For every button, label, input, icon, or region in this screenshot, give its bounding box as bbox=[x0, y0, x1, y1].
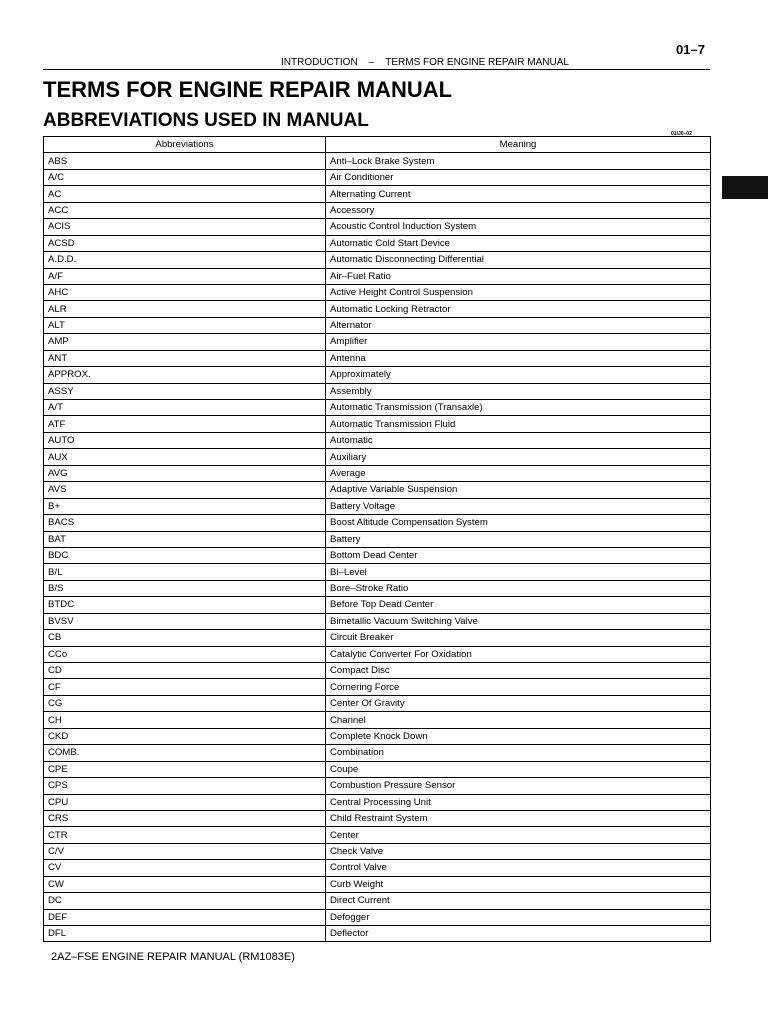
meaning-cell: Center bbox=[326, 827, 711, 843]
table-row bbox=[44, 449, 711, 465]
table-row bbox=[44, 630, 711, 646]
meaning-cell: Alternator bbox=[326, 317, 711, 333]
meaning-cell: Combination bbox=[326, 745, 711, 761]
table-row bbox=[44, 432, 711, 448]
abbreviation-cell: ABS bbox=[44, 153, 326, 169]
meaning-cell: Automatic bbox=[326, 432, 711, 448]
meaning-cell: Central Processing Unit bbox=[326, 794, 711, 810]
section-tab-marker bbox=[722, 176, 768, 199]
abbreviation-cell: C/V bbox=[44, 843, 326, 859]
table-row bbox=[44, 153, 711, 169]
table-row bbox=[44, 202, 711, 218]
meaning-cell: Antenna bbox=[326, 350, 711, 366]
abbreviation-cell: ACSD bbox=[44, 235, 326, 251]
abbreviation-cell: AC bbox=[44, 186, 326, 202]
meaning-cell: Complete Knock Down bbox=[326, 728, 711, 744]
table-row bbox=[44, 810, 711, 826]
abbreviation-cell: CTR bbox=[44, 827, 326, 843]
meaning-cell: Air–Fuel Ratio bbox=[326, 268, 711, 284]
abbreviation-cell: CG bbox=[44, 695, 326, 711]
abbreviation-cell: BTDC bbox=[44, 597, 326, 613]
meaning-cell: Amplifier bbox=[326, 334, 711, 350]
running-head bbox=[281, 57, 569, 68]
meaning-cell: Cornering Force bbox=[326, 679, 711, 695]
meaning-cell: Circuit Breaker bbox=[326, 630, 711, 646]
table-row bbox=[44, 317, 711, 333]
page-subtitle: ABBREVIATIONS USED IN MANUAL bbox=[43, 110, 369, 131]
table-row bbox=[44, 613, 711, 629]
meaning-cell: Bottom Dead Center bbox=[326, 547, 711, 563]
abbreviation-cell: CPS bbox=[44, 778, 326, 794]
meaning-cell: Channel bbox=[326, 712, 711, 728]
abbreviation-cell: ATF bbox=[44, 416, 326, 432]
table-row bbox=[44, 301, 711, 317]
table-row bbox=[44, 334, 711, 350]
abbreviation-cell: CCo bbox=[44, 646, 326, 662]
abbreviation-cell: A.D.D. bbox=[44, 252, 326, 268]
meaning-cell: Catalytic Converter For Oxidation bbox=[326, 646, 711, 662]
table-row bbox=[44, 252, 711, 268]
table-row bbox=[44, 597, 711, 613]
table-row bbox=[44, 761, 711, 777]
table-body bbox=[44, 153, 711, 942]
meaning-cell: Approximately bbox=[326, 367, 711, 383]
meaning-cell: Defogger bbox=[326, 909, 711, 925]
abbreviation-cell: A/T bbox=[44, 400, 326, 416]
table-row bbox=[44, 515, 711, 531]
table-row bbox=[44, 186, 711, 202]
table-row bbox=[44, 843, 711, 859]
abbreviation-cell: A/C bbox=[44, 169, 326, 185]
abbreviation-cell: AUX bbox=[44, 449, 326, 465]
abbreviation-cell: AVS bbox=[44, 482, 326, 498]
table-row bbox=[44, 235, 711, 251]
table-row bbox=[44, 794, 711, 810]
meaning-cell: Center Of Gravity bbox=[326, 695, 711, 711]
table-row bbox=[44, 926, 711, 942]
abbreviation-cell: AHC bbox=[44, 284, 326, 300]
abbreviation-cell: ANT bbox=[44, 350, 326, 366]
meaning-cell: Automatic Locking Retractor bbox=[326, 301, 711, 317]
meaning-cell: Alternating Current bbox=[326, 186, 711, 202]
abbreviation-cell: BDC bbox=[44, 547, 326, 563]
meaning-cell: Battery bbox=[326, 531, 711, 547]
meaning-cell: Before Top Dead Center bbox=[326, 597, 711, 613]
table-row bbox=[44, 498, 711, 514]
table-row bbox=[44, 728, 711, 744]
meaning-cell: Battery Voltage bbox=[326, 498, 711, 514]
meaning-cell: Coupe bbox=[326, 761, 711, 777]
abbreviation-cell: ACC bbox=[44, 202, 326, 218]
table-row bbox=[44, 416, 711, 432]
abbreviation-cell: CH bbox=[44, 712, 326, 728]
table-row bbox=[44, 367, 711, 383]
abbreviation-cell: CW bbox=[44, 876, 326, 892]
table-row bbox=[44, 219, 711, 235]
abbreviation-cell: CKD bbox=[44, 728, 326, 744]
meaning-cell: Average bbox=[326, 465, 711, 481]
meaning-cell: Active Height Control Suspension bbox=[326, 284, 711, 300]
table-row bbox=[44, 778, 711, 794]
table-row bbox=[44, 860, 711, 876]
header-meaning: Meaning bbox=[326, 137, 711, 153]
abbreviation-cell: AUTO bbox=[44, 432, 326, 448]
running-head-separator: – bbox=[368, 57, 375, 68]
table-row bbox=[44, 580, 711, 596]
table-row bbox=[44, 400, 711, 416]
table-row bbox=[44, 284, 711, 300]
abbreviation-cell: AVG bbox=[44, 465, 326, 481]
abbreviation-cell: A/F bbox=[44, 268, 326, 284]
abbreviation-cell: DC bbox=[44, 893, 326, 909]
meaning-cell: Bi–Level bbox=[326, 564, 711, 580]
meaning-cell: Anti–Lock Brake System bbox=[326, 153, 711, 169]
meaning-cell: Adaptive Variable Suspension bbox=[326, 482, 711, 498]
meaning-cell: Automatic Transmission (Transaxle) bbox=[326, 400, 711, 416]
abbreviation-cell: DFL bbox=[44, 926, 326, 942]
abbreviation-cell: B/S bbox=[44, 580, 326, 596]
table-row bbox=[44, 646, 711, 662]
table-row bbox=[44, 909, 711, 925]
abbreviation-cell: CF bbox=[44, 679, 326, 695]
table-row bbox=[44, 465, 711, 481]
abbreviation-cell: BACS bbox=[44, 515, 326, 531]
document-code: 01IJ0–02 bbox=[671, 131, 692, 137]
table-row bbox=[44, 547, 711, 563]
abbreviation-cell: BVSV bbox=[44, 613, 326, 629]
meaning-cell: Accessory bbox=[326, 202, 711, 218]
abbreviation-cell: ASSY bbox=[44, 383, 326, 399]
meaning-cell: Deflector bbox=[326, 926, 711, 942]
meaning-cell: Automatic Transmission Fluid bbox=[326, 416, 711, 432]
meaning-cell: Control Valve bbox=[326, 860, 711, 876]
table-row bbox=[44, 350, 711, 366]
abbreviation-cell: DEF bbox=[44, 909, 326, 925]
abbreviation-cell: BAT bbox=[44, 531, 326, 547]
abbreviation-cell: CRS bbox=[44, 810, 326, 826]
page-title: TERMS FOR ENGINE REPAIR MANUAL bbox=[43, 77, 453, 102]
meaning-cell: Check Valve bbox=[326, 843, 711, 859]
meaning-cell: Automatic Disconnecting Differential bbox=[326, 252, 711, 268]
table-row bbox=[44, 268, 711, 284]
table-row bbox=[44, 564, 711, 580]
meaning-cell: Automatic Cold Start Device bbox=[326, 235, 711, 251]
table-row bbox=[44, 893, 711, 909]
running-head-chapter: TERMS FOR ENGINE REPAIR MANUAL bbox=[385, 57, 569, 68]
abbreviation-cell: CB bbox=[44, 630, 326, 646]
table-row bbox=[44, 712, 711, 728]
abbreviation-cell: ALR bbox=[44, 301, 326, 317]
meaning-cell: Curb Weight bbox=[326, 876, 711, 892]
abbreviation-cell: COMB. bbox=[44, 745, 326, 761]
page-footer: 2AZ–FSE ENGINE REPAIR MANUAL (RM1083E) bbox=[51, 951, 295, 963]
abbreviation-cell: B/L bbox=[44, 564, 326, 580]
table-row bbox=[44, 383, 711, 399]
running-head-section: INTRODUCTION bbox=[281, 57, 358, 68]
table-header-row bbox=[44, 137, 711, 153]
abbreviation-cell: CPU bbox=[44, 794, 326, 810]
header-abbreviations: Abbreviations bbox=[44, 137, 326, 153]
abbreviation-cell: ALT bbox=[44, 317, 326, 333]
meaning-cell: Auxiliary bbox=[326, 449, 711, 465]
table-row bbox=[44, 745, 711, 761]
meaning-cell: Bore–Stroke Ratio bbox=[326, 580, 711, 596]
table-row bbox=[44, 663, 711, 679]
meaning-cell: Assembly bbox=[326, 383, 711, 399]
meaning-cell: Bimetallic Vacuum Switching Valve bbox=[326, 613, 711, 629]
meaning-cell: Acoustic Control Induction System bbox=[326, 219, 711, 235]
table-row bbox=[44, 169, 711, 185]
table-row bbox=[44, 876, 711, 892]
meaning-cell: Direct Current bbox=[326, 893, 711, 909]
header-rule bbox=[43, 69, 710, 70]
abbreviation-cell: CV bbox=[44, 860, 326, 876]
abbreviation-cell: ACIS bbox=[44, 219, 326, 235]
table-row bbox=[44, 827, 711, 843]
abbreviations-table bbox=[43, 136, 711, 942]
table-row bbox=[44, 482, 711, 498]
meaning-cell: Air Conditioner bbox=[326, 169, 711, 185]
meaning-cell: Combustion Pressure Sensor bbox=[326, 778, 711, 794]
page-number: 01–7 bbox=[676, 42, 705, 57]
meaning-cell: Boost Altitude Compensation System bbox=[326, 515, 711, 531]
abbreviation-cell: AMP bbox=[44, 334, 326, 350]
table-row bbox=[44, 695, 711, 711]
abbreviation-cell: CPE bbox=[44, 761, 326, 777]
abbreviation-cell: CD bbox=[44, 663, 326, 679]
meaning-cell: Child Restraint System bbox=[326, 810, 711, 826]
abbreviation-cell: B+ bbox=[44, 498, 326, 514]
table-row bbox=[44, 679, 711, 695]
table-row bbox=[44, 531, 711, 547]
meaning-cell: Compact Disc bbox=[326, 663, 711, 679]
abbreviation-cell: APPROX. bbox=[44, 367, 326, 383]
